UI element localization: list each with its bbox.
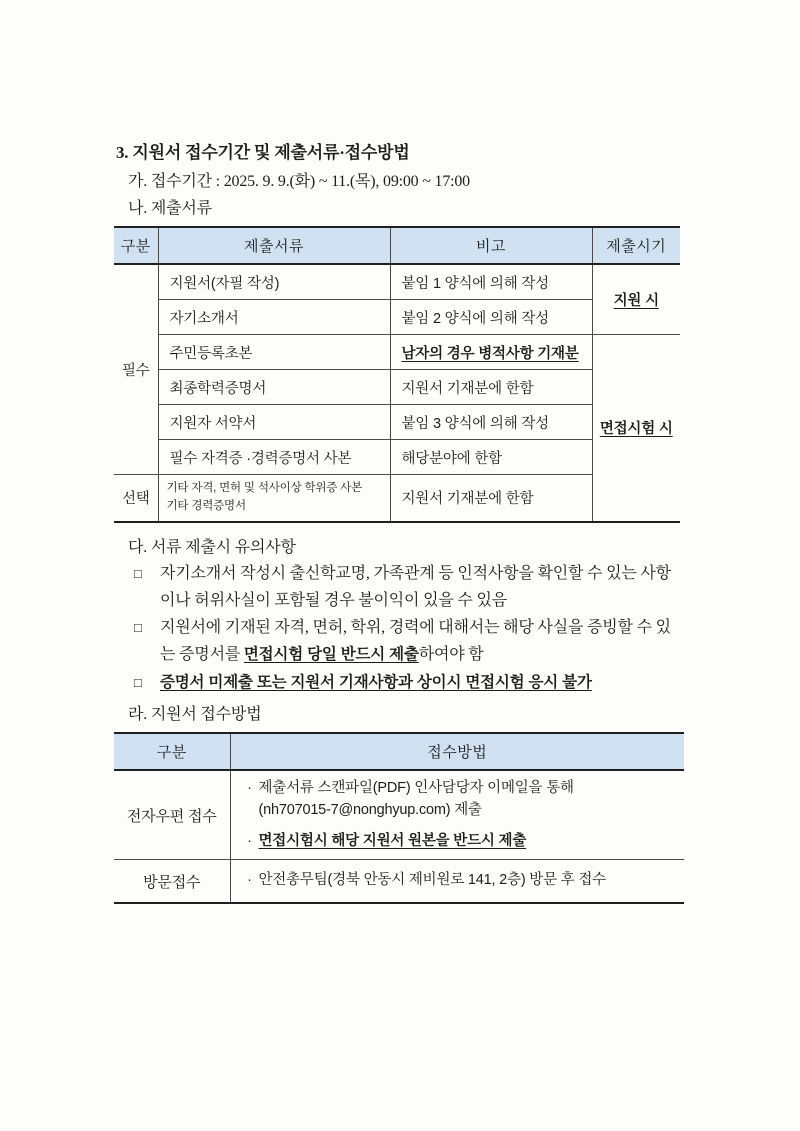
timing-interview-cell — [592, 335, 680, 522]
table-row — [114, 264, 680, 300]
note-item-2 — [134, 615, 686, 669]
header-timing: 제출시기 — [592, 227, 680, 264]
header-note: 비고 — [390, 227, 592, 264]
note-text-emphasis: 면접시험 당일 반드시 제출 — [243, 646, 419, 664]
timing-apply-label: 지원 시 — [613, 293, 659, 309]
method-item — [241, 870, 681, 892]
square-bullet-icon: □ — [134, 565, 142, 581]
document-cell: 최종학력증명서 — [158, 370, 390, 405]
square-bullet-icon: □ — [134, 675, 142, 691]
header-document: 제출서류 — [158, 227, 390, 264]
submission-docs-line: 나. 제출서류 — [128, 200, 212, 217]
header-method: 접수방법 — [230, 733, 684, 770]
documents-table — [114, 226, 680, 523]
note-text: 자기소개서 작성시 출신학교명, 가족관계 등 인적사항을 확인할 수 있는 사항이나 허위사실이 포함될 경우 불이익이 있을 수 있음 — [160, 564, 671, 609]
methods-heading: 라. 지원서 접수방법 — [128, 706, 262, 723]
dot-bullet-icon: · — [247, 872, 252, 889]
notes-heading: 다. 서류 제출시 유의사항 — [128, 538, 296, 556]
method-item — [241, 831, 681, 853]
table-row-email — [114, 770, 684, 860]
method-text: 안전총무팀(경북 안동시 제비원로 141, 2층) 방문 후 접수 — [258, 872, 606, 889]
document-cell: 지원자 서약서 — [158, 405, 390, 440]
reception-period-line: 가. 접수기간 : 2025. 9. 9.(화) ~ 11.(목), 09:00 ~ 17:00 — [128, 173, 470, 190]
note-cell: 붙임 3 양식에 의해 작성 — [390, 405, 592, 440]
document-cell: 지원서(자필 작성) — [158, 264, 390, 300]
square-bullet-icon: □ — [134, 620, 142, 636]
note-text-pre: 지원서에 기재된 자격, 면허, 학위, 경력에 대해서는 해당 사실을 증빙할 수 있는 증명서를 — [160, 619, 671, 664]
note-item-3 — [134, 670, 686, 697]
category-optional-cell: 선택 — [114, 475, 158, 522]
note-text — [160, 670, 686, 697]
note-cell: 해당분야에 한함 — [390, 440, 592, 475]
header-category: 구분 — [114, 227, 158, 264]
note-text — [160, 615, 686, 669]
header-category: 구분 — [114, 733, 230, 770]
note-cell: 붙임 1 양식에 의해 작성 — [390, 264, 592, 300]
note-text-post: 하여야 함 — [418, 646, 484, 664]
method-text-emphasis: 면접시험시 해당 지원서 원본을 반드시 제출 — [258, 832, 527, 849]
section-title: 3. 지원서 접수기간 및 제출서류·접수방법 — [116, 143, 410, 162]
method-category-cell: 방문접수 — [114, 860, 230, 904]
document-cell: 자기소개서 — [158, 300, 390, 335]
method-text — [259, 831, 681, 853]
dot-bullet-icon: · — [247, 832, 252, 849]
note-item-1 — [134, 561, 686, 615]
note-cell: 붙임 2 양식에 의해 작성 — [390, 300, 592, 335]
note-cell: 지원서 기재분에 한함 — [390, 370, 592, 405]
method-category-cell: 전자우편 접수 — [114, 770, 230, 860]
notes-section — [114, 534, 686, 697]
method-detail-cell — [230, 770, 684, 860]
timing-apply-cell — [592, 264, 680, 335]
document-cell-optional — [158, 475, 390, 522]
note-cell — [390, 335, 592, 370]
document-cell: 필수 자격증 ·경력증명서 사본 — [158, 440, 390, 475]
note-cell: 지원서 기재분에 한함 — [390, 475, 592, 522]
method-text-line2: (nh707015-7@nonghyup.com) 제출 — [258, 801, 482, 818]
method-text — [259, 778, 681, 822]
document-content — [114, 138, 686, 904]
category-required-cell: 필수 — [114, 264, 158, 475]
document-cell: 주민등록초본 — [158, 335, 390, 370]
documents-table-header-row — [114, 227, 680, 264]
method-item — [241, 778, 681, 822]
method-detail-cell — [230, 860, 684, 904]
methods-table-header-row — [114, 733, 684, 770]
method-text-line1: 제출서류 스캔파일(PDF) 인사담당자 이메일을 통해 — [258, 780, 574, 796]
optional-doc-line2: 기타 경력증명서 — [166, 499, 246, 512]
note-emphasis: 남자의 경우 병적사항 기재분 — [401, 345, 579, 362]
dot-bullet-icon: · — [247, 780, 252, 796]
table-row-visit — [114, 860, 684, 904]
timing-interview-label: 면접시험 시 — [599, 421, 673, 438]
table-row — [114, 335, 680, 370]
methods-table — [114, 732, 684, 904]
note-text-emphasis: 증명서 미제출 또는 지원서 기재사항과 상이시 면접시험 응시 불가 — [160, 674, 592, 692]
optional-doc-line1: 기타 자격, 면허 및 석사이상 학위증 사본 — [166, 482, 363, 494]
